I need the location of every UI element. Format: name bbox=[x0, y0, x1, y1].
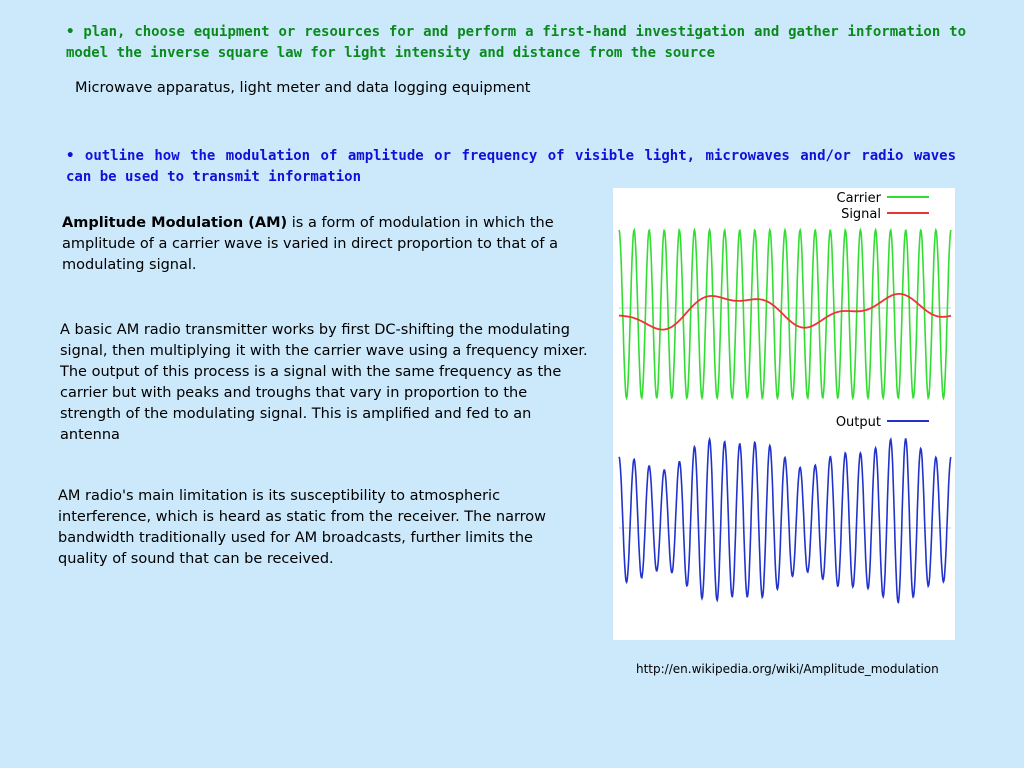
legend-signal-label: Signal bbox=[841, 207, 881, 222]
legend-carrier-label: Carrier bbox=[836, 191, 881, 206]
am-waveform-figure bbox=[613, 188, 955, 640]
bullet: • bbox=[66, 24, 75, 40]
source-link[interactable]: http://en.wikipedia.org/wiki/Amplitude_modulation bbox=[636, 662, 939, 676]
objective-heading-1 bbox=[66, 22, 966, 64]
bullet: • bbox=[66, 148, 75, 164]
am-definition-paragraph bbox=[62, 213, 587, 276]
am-definition-text: is a form of modulation in which the amplitude of a carrier wave is varied in direct proportion to that of a modulating signal. bbox=[62, 215, 558, 273]
am-transmitter-paragraph: A basic AM radio transmitter works by first DC-shifting the modulating signal, then multiplying it with the carrier wave using a frequency mixer. The output of this process is a signal with the same frequency as the carrier but with peaks and troughs that vary in proportion to the strength of the modulating signal. This is amplified and fed to an antenna bbox=[60, 322, 588, 443]
legend-output-label: Output bbox=[835, 415, 881, 430]
am-limitation-paragraph: AM radio's main limitation is its susceptibility to atmospheric interference, which is heard as static from the receiver. The narrow bandwidth traditionally used for AM broadcasts, further limits the quality of sound that can be received. bbox=[58, 488, 547, 567]
waveform-diagram bbox=[613, 188, 955, 640]
objective-text: outline how the modulation of amplitude or frequency of visible light, microwaves and/or radio waves can be used to transmit information bbox=[66, 148, 956, 185]
resources-text: Microwave apparatus, light meter and data logging equipment bbox=[75, 80, 531, 96]
carrier-wave bbox=[619, 230, 951, 398]
am-term: Amplitude Modulation (AM) bbox=[62, 215, 288, 231]
output-wave bbox=[619, 439, 951, 602]
objective-text: plan, choose equipment or resources for and perform a first-hand investigation and gather information to model the inverse square law for light intensity and distance from the source bbox=[66, 24, 966, 61]
objective-heading-2 bbox=[66, 146, 956, 188]
